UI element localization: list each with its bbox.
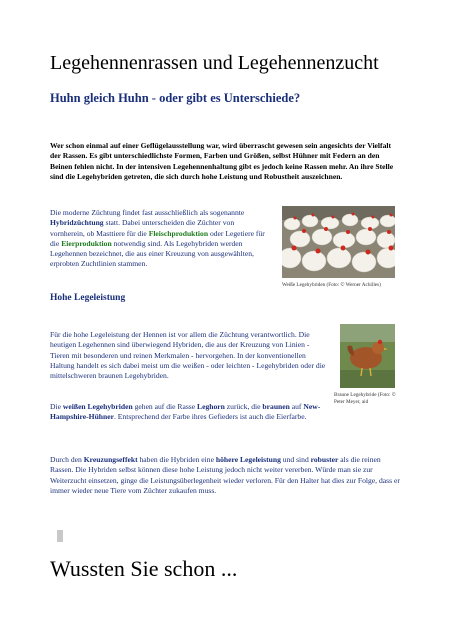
page-subtitle: Huhn gleich Huhn - oder gibt es Unterschiede? [50, 91, 301, 105]
leghorn-paragraph: Die weißen Legehybriden gehen auf die Rasse Leghorn zurück, die braunen auf New-Hampshire-Hühner. Entsprechend der Farbe ihres Gefieders ist auch die Eierfarbe. [50, 402, 321, 422]
photo-caption-brown: Braune Legehybride (Foto: © Peter Meyer, aid [334, 392, 396, 405]
intro-paragraph: Wer schon einmal auf einer Geflügelausstellung war, wird überrascht gewesen sein angesichts der Vielfalt der Rassen. Es gibt unterschiedlichste Formen, Farben und Größen, selbst Hühner mit Federn an den Beinen fehlen nicht. In der intensiven Legehennenhaltung gibt es jedoch keine Rassen mehr. An ihre Stelle sind die Legehybriden getreten, die sich durch hohe Leistung und Robustheit auszeichnen. [50, 141, 394, 181]
photo-caption-white: Weiße Legehybriden (Foto: © Werner Achilles) [282, 282, 381, 288]
white-hens-photo [282, 206, 395, 278]
legeleistung-paragraph: Für die hohe Legeleistung der Hennen ist vor allem die Züchtung verantwortlich. Die heutigen Legehennen sind überwiegend Hybriden, die aus der Kreuzung von Linien - Tieren mit besonderen und reinen Merkmalen - hervorgehen. In der konventionellen Haltung handelt es sich dabei meist um die weißen - oder leichten - Legehybriden oder die mittelschweren braunen Legehybriden. [50, 330, 326, 381]
page-title: Legehennenrassen und Legehennenzucht [50, 52, 379, 74]
section-heading-wussten: Wussten Sie schon ... [50, 556, 238, 581]
breeding-paragraph: Die moderne Züchtung findet fast ausschließlich als sogenannte Hybridzüchtung statt. Dabei unterscheiden die Züchter von vornherein, ob Masttiere für die Fleischproduktion oder Legetiere für die Eierproduktion notwendig sind. Als Legehybriden werden Legehennen bezeichnet, die aus einer Kreuzung von ausgewählten, erprobten Zuchtlinien stammen. [50, 208, 265, 269]
decorative-marker [57, 530, 63, 542]
brown-hen-photo [340, 324, 395, 388]
kreuzungseffekt-paragraph: Durch den Kreuzungseffekt haben die Hybriden eine höhere Legeleistung und sind robuster als die reinen Rassen. Die Hybriden selbst können diese hohe Leistung jedoch nicht weiter vererben. Würde man sie zur Weiterzucht einsetzen, ginge die Leistungsüberlegenheit wieder verloren. Für den Halter hat dies zur Folge, dass er immer wieder neue Tiere vom Züchter zukaufen muss. [50, 455, 400, 495]
section-heading-legeleistung: Hohe Legeleistung [50, 293, 126, 303]
